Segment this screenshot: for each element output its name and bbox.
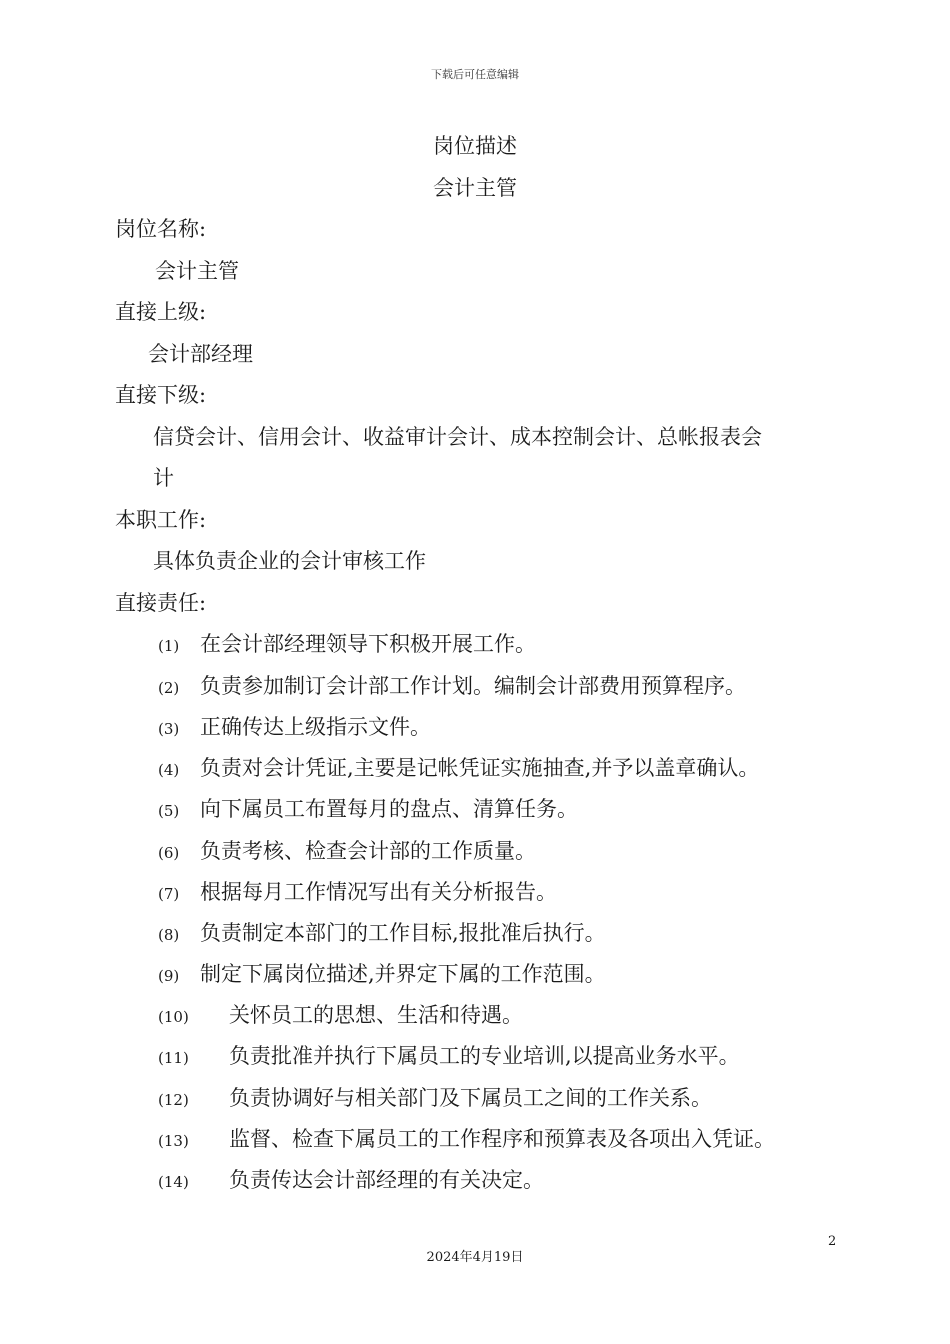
item-text: 负责制定本部门的工作目标,报批准后执行。	[200, 921, 606, 945]
direct-subordinates-value-line2: 计	[153, 466, 174, 490]
item-text: 关怀员工的思想、生活和待遇。	[229, 1003, 523, 1027]
item-text: 向下属员工布置每月的盘点、清算任务。	[200, 797, 578, 821]
responsibility-item	[158, 1164, 544, 1194]
responsibility-item	[158, 628, 536, 658]
header-note: 下载后可任意编辑	[431, 68, 519, 81]
responsibility-item	[158, 752, 759, 782]
item-text: 监督、检查下属员工的工作程序和预算表及各项出入凭证。	[229, 1127, 775, 1151]
responsibility-item	[158, 1040, 740, 1070]
item-text: 制定下属岗位描述,并界定下属的工作范围。	[200, 962, 606, 986]
item-text: 负责传达会计部经理的有关决定。	[229, 1168, 544, 1192]
item-number: (8)	[158, 926, 180, 944]
item-number: (3)	[158, 720, 180, 738]
item-text: 根据每月工作情况写出有关分析报告。	[200, 880, 557, 904]
item-number: (1)	[158, 637, 180, 655]
responsibility-item	[158, 835, 536, 865]
item-number: (4)	[158, 761, 180, 779]
responsibility-item	[158, 958, 606, 988]
item-text: 在会计部经理领导下积极开展工作。	[200, 632, 536, 656]
item-number: (5)	[158, 802, 180, 820]
item-number: (7)	[158, 885, 180, 903]
responsibility-item	[158, 917, 606, 947]
item-number: (2)	[158, 679, 180, 697]
item-number: (11)	[158, 1049, 189, 1067]
responsibility-item	[158, 1123, 775, 1153]
item-number: (6)	[158, 844, 180, 862]
responsibility-item	[158, 1082, 712, 1112]
document-subtitle: 会计主管	[433, 176, 517, 200]
responsibility-item	[158, 793, 578, 823]
item-text: 正确传达上级指示文件。	[200, 715, 431, 739]
item-text: 负责协调好与相关部门及下属员工之间的工作关系。	[229, 1086, 712, 1110]
item-number: (14)	[158, 1173, 189, 1191]
position-name-label: 岗位名称:	[115, 217, 207, 241]
direct-superior-label: 直接上级:	[115, 300, 207, 324]
responsibility-item	[158, 876, 557, 906]
item-number: (9)	[158, 967, 180, 985]
direct-superior-value: 会计部经理	[148, 342, 253, 366]
direct-subordinates-value-line1: 信贷会计、信用会计、收益审计会计、成本控制会计、总帐报表会	[153, 425, 762, 449]
job-duty-label: 本职工作:	[115, 508, 207, 532]
responsibilities-label: 直接责任:	[115, 591, 207, 615]
item-text: 负责对会计凭证,主要是记帐凭证实施抽查,并予以盖章确认。	[200, 756, 760, 780]
responsibility-item	[158, 999, 523, 1029]
direct-subordinates-label: 直接下级:	[115, 383, 207, 407]
footer-date: 2024年4月19日	[426, 1250, 524, 1265]
item-number: (12)	[158, 1091, 189, 1109]
document-title: 岗位描述	[433, 134, 517, 158]
job-duty-value: 具体负责企业的会计审核工作	[153, 549, 426, 573]
page-number: 2	[828, 1234, 837, 1249]
item-text: 负责参加制订会计部工作计划。编制会计部费用预算程序。	[200, 674, 746, 698]
responsibility-item	[158, 711, 431, 741]
item-number: (13)	[158, 1132, 189, 1150]
item-number: (10)	[158, 1008, 189, 1026]
position-name-value: 会计主管	[155, 259, 239, 283]
item-text: 负责批准并执行下属员工的专业培训,以提高业务水平。	[229, 1044, 740, 1068]
responsibility-item	[158, 670, 746, 700]
item-text: 负责考核、检查会计部的工作质量。	[200, 839, 536, 863]
